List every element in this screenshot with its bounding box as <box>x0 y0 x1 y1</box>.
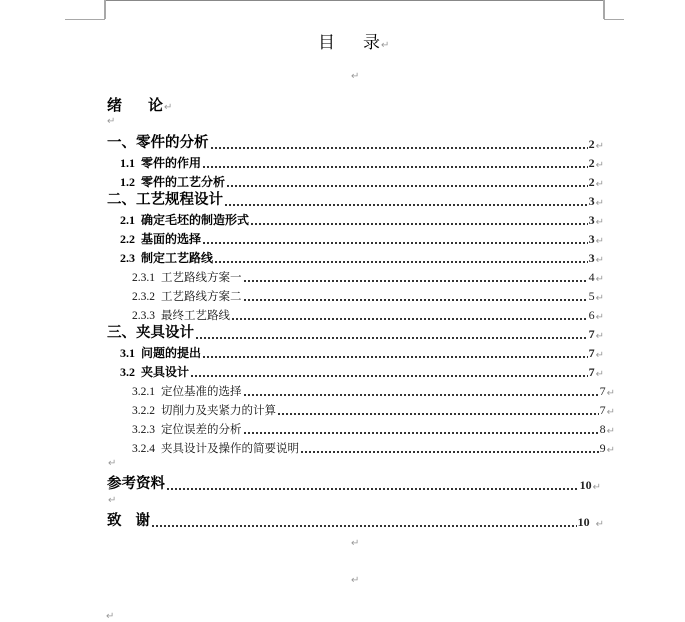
toc-entry-page: 8 <box>599 422 606 436</box>
toc-entry-label <box>132 269 242 285</box>
dot-leader <box>226 185 588 187</box>
title-char-1: 目 <box>318 33 335 53</box>
toc-entry-label <box>132 402 276 418</box>
toc-entry-label <box>120 230 201 247</box>
crop-mark-top-left-horizontal <box>65 19 105 20</box>
toc-entry-title: 定位误差的分析 <box>161 422 242 436</box>
toc-entry-label: 一、零件的分析 <box>107 135 209 151</box>
toc-entry[interactable] <box>107 190 604 209</box>
toc-entry-page: 3 <box>588 194 595 208</box>
toc-entry-number: 3.2.2 <box>132 405 155 417</box>
intro-heading[interactable] <box>107 94 172 115</box>
paragraph-mark-icon: ↵ <box>595 274 604 285</box>
toc-entry-label <box>120 154 201 171</box>
toc-entry-acknowledgements[interactable] <box>107 511 604 530</box>
toc-entry[interactable] <box>107 228 604 247</box>
toc-entry-references[interactable] <box>107 474 601 493</box>
paragraph-mark-icon: ↵ <box>606 445 615 456</box>
toc-entry-page: 9 <box>599 441 606 455</box>
dot-leader <box>202 242 588 244</box>
toc-entry[interactable] <box>107 133 604 152</box>
toc-entry[interactable] <box>107 437 615 456</box>
toc-entry-number: 2.2 <box>120 232 135 246</box>
paragraph-mark-icon: ↵ <box>595 312 604 323</box>
toc-entry-title: 工艺路线方案二 <box>161 289 242 303</box>
dot-leader <box>151 525 577 527</box>
toc-entry-page: 2 <box>588 175 595 189</box>
paragraph-mark-icon: ↵ <box>595 217 604 228</box>
empty-paragraph <box>107 456 604 474</box>
toc-entry-page: 6 <box>588 308 595 322</box>
toc-entry-label: 二、工艺规程设计 <box>107 192 223 208</box>
toc-entry-title: 基面的选择 <box>141 232 202 246</box>
toc-entry-number: 2.3.2 <box>132 291 155 303</box>
dot-leader <box>190 375 588 377</box>
dot-leader <box>243 299 588 301</box>
toc-entry-label <box>132 440 299 456</box>
toc-entry-number: 3.2.3 <box>132 424 155 436</box>
ack-char-2: 谢 <box>135 513 150 529</box>
toc-entry[interactable] <box>107 323 604 342</box>
toc-entry-label <box>132 288 242 304</box>
dot-leader <box>195 337 588 339</box>
toc-entry-number: 2.3.3 <box>132 310 155 322</box>
toc-entry-number: 1.1 <box>120 156 135 170</box>
toc-entry-number: 3.2.4 <box>132 443 155 455</box>
intro-char-1: 绪 <box>107 96 123 114</box>
toc-entry-title: 切削力及夹紧力的计算 <box>161 403 276 417</box>
toc-entry-label <box>120 344 201 361</box>
toc-entry[interactable] <box>107 342 604 361</box>
toc-entry-page: 7 <box>599 403 606 417</box>
toc-entry-page: 3 <box>588 213 595 227</box>
toc-entry-title: 夹具设计 <box>141 365 190 379</box>
paragraph-mark-icon: ↵ <box>106 611 115 622</box>
paragraph-mark-icon: ↵ <box>595 293 604 304</box>
toc-entry-title: 零件的工艺分析 <box>141 175 226 189</box>
toc-entry-title: 确定毛坯的制造形式 <box>141 213 250 227</box>
toc-entry-title: 工艺路线方案一 <box>161 270 242 284</box>
toc-entry-number: 3.2.1 <box>132 386 155 398</box>
toc-entry-number: 1.2 <box>120 175 135 189</box>
toc-entry-page: 2 <box>588 137 595 151</box>
toc-entry-title: 定位基准的选择 <box>161 384 242 398</box>
paragraph-mark-icon: ↵ <box>595 331 604 342</box>
toc-entry-page: 7 <box>588 346 595 360</box>
crop-mark-top-left <box>104 0 106 19</box>
dot-leader <box>202 356 588 358</box>
title-char-2: 录 <box>363 33 380 53</box>
paragraph-mark-icon: ↵ <box>351 71 360 82</box>
toc-entry[interactable] <box>107 266 604 285</box>
toc-entry[interactable] <box>107 418 615 437</box>
toc-entry-label <box>120 249 213 266</box>
dot-leader <box>250 223 588 225</box>
dot-leader <box>243 432 599 434</box>
toc-entry[interactable] <box>107 380 615 399</box>
toc-entry-label: 参考资料 <box>107 476 165 492</box>
paragraph-mark-icon: ↵ <box>595 141 604 152</box>
paragraph-mark-icon: ↵ <box>606 388 615 399</box>
toc-entry-page: 7 <box>588 327 595 341</box>
toc-entry[interactable] <box>107 152 604 171</box>
toc-entry-page: 5 <box>588 289 595 303</box>
empty-paragraph <box>107 493 604 511</box>
toc-entry-number: 3.1 <box>120 346 135 360</box>
paragraph-mark-icon: ↵ <box>606 426 615 437</box>
toc-entry-page: 10 <box>579 478 592 492</box>
toc-entry-label: 三、夹具设计 <box>107 325 194 341</box>
ack-char-1: 致 <box>107 513 122 529</box>
dot-leader <box>202 166 588 168</box>
toc-entry-page: 2 <box>588 156 595 170</box>
dot-leader <box>224 204 588 206</box>
paragraph-mark-icon: ↵ <box>381 40 390 51</box>
toc-entry[interactable] <box>107 209 604 228</box>
dot-leader <box>277 413 599 415</box>
paragraph-mark-icon: ↵ <box>592 482 601 493</box>
toc-entry-title: 夹具设计及操作的简要说明 <box>161 441 299 455</box>
paragraph-mark-icon: ↵ <box>606 407 615 418</box>
toc-entry-page: 4 <box>588 270 595 284</box>
paragraph-mark-icon: ↵ <box>595 369 604 380</box>
paragraph-mark-icon: ↵ <box>595 179 604 190</box>
toc-entry-title: 问题的提出 <box>141 346 202 360</box>
toc-entry-page: 7 <box>588 365 595 379</box>
toc-entry-number: 2.3.1 <box>132 272 155 284</box>
toc-entry-page: 3 <box>588 232 595 246</box>
toc-entry-page: 7 <box>599 384 606 398</box>
page-top-edge <box>105 0 603 1</box>
toc-entry-label <box>120 363 189 380</box>
toc-entry-number: 3.2 <box>120 365 135 379</box>
dot-leader <box>243 280 588 282</box>
dot-leader <box>214 261 588 263</box>
crop-mark-top-right-horizontal <box>604 19 624 20</box>
toc-entry-label <box>107 509 150 530</box>
dot-leader <box>231 318 588 320</box>
intro-char-2: 论 <box>148 96 164 114</box>
toc-entry-title: 零件的作用 <box>141 156 202 170</box>
paragraph-mark-icon: ↵ <box>351 538 360 549</box>
toc-entry[interactable] <box>107 399 615 418</box>
dot-leader <box>300 451 599 453</box>
dot-leader <box>210 147 588 149</box>
paragraph-mark-icon: ↵ <box>595 350 604 361</box>
paragraph-mark-icon: ↵ <box>108 495 117 506</box>
paragraph-mark-icon: ↵ <box>595 236 604 247</box>
toc-entry-title: 制定工艺路线 <box>141 251 214 265</box>
paragraph-mark-icon: ↵ <box>164 102 173 113</box>
paragraph-mark-icon: ↵ <box>595 198 604 209</box>
toc-entry-label <box>132 383 242 399</box>
toc-entry-page: 3 <box>588 251 595 265</box>
dot-leader <box>166 488 579 490</box>
page-title <box>318 28 389 53</box>
paragraph-mark-icon: ↵ <box>595 519 604 530</box>
crop-mark-top-right <box>603 0 605 19</box>
toc-entry-number: 2.1 <box>120 213 135 227</box>
table-of-contents <box>107 133 615 530</box>
paragraph-mark-icon: ↵ <box>107 116 116 127</box>
toc-entry-page: 10 <box>577 515 590 529</box>
toc-entry-label <box>120 211 249 228</box>
paragraph-mark-icon: ↵ <box>595 255 604 266</box>
toc-entry[interactable] <box>107 247 604 266</box>
toc-entry[interactable] <box>107 285 604 304</box>
toc-entry-title: 最终工艺路线 <box>161 308 230 322</box>
paragraph-mark-icon: ↵ <box>351 575 360 586</box>
toc-entry-number: 2.3 <box>120 251 135 265</box>
toc-entry-label <box>132 421 242 437</box>
toc-entry[interactable] <box>107 361 604 380</box>
paragraph-mark-icon: ↵ <box>108 458 117 469</box>
paragraph-mark-icon: ↵ <box>595 160 604 171</box>
dot-leader <box>243 394 599 396</box>
